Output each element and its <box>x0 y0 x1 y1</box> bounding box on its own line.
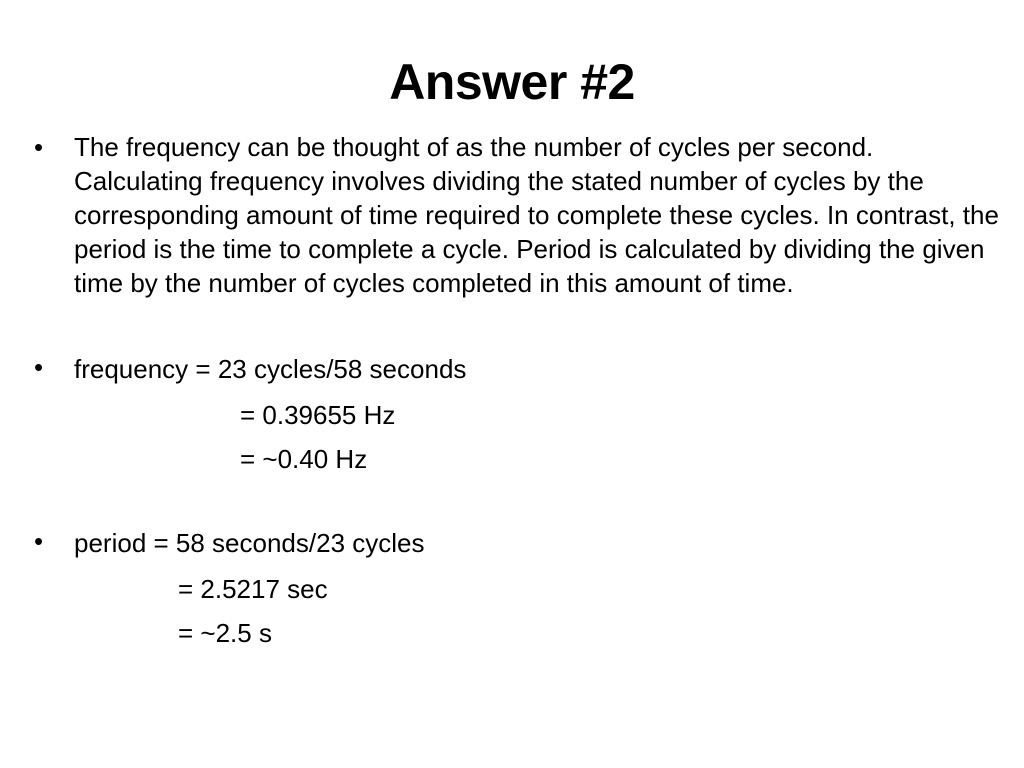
frequency-result: = 0.39655 Hz <box>240 400 396 430</box>
bullet-marker: • <box>34 352 44 382</box>
bullet-period <box>30 524 1000 650</box>
bullet-frequency <box>30 350 1000 476</box>
period-rounded: = ~2.5 s <box>178 618 272 648</box>
bullet-marker: • <box>34 526 44 556</box>
frequency-formula: frequency = 23 cycles/58 seconds <box>74 354 467 384</box>
period-formula: period = 58 seconds/23 cycles <box>74 528 425 558</box>
slide-title: Answer #2 <box>389 54 635 110</box>
explanation-text: The frequency can be thought of as the number of cycles per second. Calculating frequency involves dividing the stated number of cycles by the corresponding amount of time required to complete these cycles. In contrast, the period is the time to complete a cycle. Period is calculated by dividing the given time by the number of cycles completed in this amount of time. <box>74 132 999 298</box>
bullet-explanation <box>30 130 1000 300</box>
bullet-list <box>30 130 1000 650</box>
period-result: = 2.5217 sec <box>178 574 328 604</box>
bullet-marker: • <box>34 132 44 162</box>
frequency-rounded: = ~0.40 Hz <box>240 444 368 474</box>
